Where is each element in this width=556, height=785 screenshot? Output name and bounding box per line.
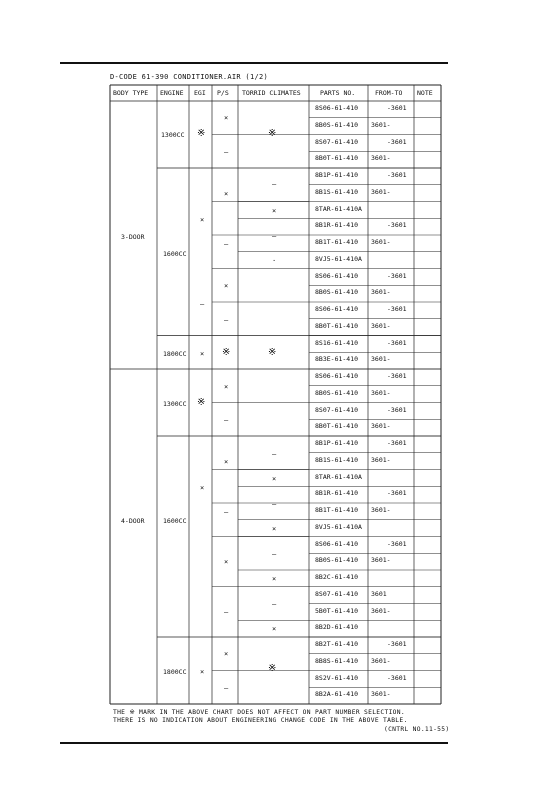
footer-control-number: (CNTRL NO.11-55) [384, 726, 450, 733]
part-number: 8B1S-61-410 [315, 187, 359, 196]
part-number: 8B2D-61-410 [315, 623, 359, 632]
from-to-code: 3601- [371, 187, 391, 196]
from-to-code: -3601 [387, 171, 407, 179]
part-number: 8S2V-61-410 [315, 673, 359, 682]
part-number: 8B0S-61-410 [315, 120, 359, 129]
part-number: 8B3E-61-410 [315, 355, 359, 364]
header-from-to: FROM-TO [375, 89, 403, 97]
from-to-code: -3601 [387, 539, 407, 548]
part-number: 8B2T-61-410 [315, 640, 359, 648]
from-to-code: -3601 [387, 405, 407, 414]
part-number: 8VJ5-61-410A [315, 254, 362, 263]
from-to-code: -3601 [387, 439, 407, 447]
part-number: 8S06-61-410 [315, 271, 359, 280]
part-number: 8TAR-61-410A [315, 204, 362, 213]
engine-3d-1800: 1800CC [163, 350, 187, 358]
ps-dash-mark-3: – [224, 316, 229, 324]
part-number: 8B1T-61-410 [315, 506, 359, 514]
from-to-code: -3601 [387, 489, 407, 498]
header-ps: P/S [217, 89, 229, 97]
torrid-x-mark-1: × [272, 207, 277, 215]
part-number: 8VJ5-61-410A [315, 522, 362, 531]
part-number: 8B1S-61-410 [315, 455, 359, 464]
egi-x-mark-2: × [200, 350, 205, 358]
code-title: D-CODE 61-390 CONDITIONER.AIR (1/2) [110, 73, 269, 81]
part-number: 8B1R-61-410 [315, 489, 359, 498]
torrid-ref-mark-3: ※ [268, 663, 277, 674]
part-number: 8B0S-61-410 [315, 288, 359, 297]
from-to-code: -3601 [387, 137, 407, 146]
from-to-code: -3601 [387, 271, 407, 280]
egi-x-mark-1: × [200, 216, 205, 224]
part-number: 8TAR-61-410A [315, 472, 362, 481]
ps-dash-mark-4: – [224, 416, 229, 424]
part-number: 8S06-61-410 [315, 372, 359, 380]
footer-note-1: THE ※ MARK IN THE ABOVE CHART DOES NOT AFFECT ON PART NUMBER SELECTION. [113, 709, 405, 716]
body-type-3door: 3-DOOR [121, 233, 145, 241]
torrid-ref-mark-2: ※ [268, 347, 277, 358]
ps-x-mark-5: × [224, 458, 229, 466]
from-to-code: 3601- [371, 455, 391, 464]
torrid-dash-mark-2: – [272, 232, 277, 240]
ps-dash-mark-2: – [224, 240, 229, 248]
from-to-code: 3601- [371, 690, 391, 699]
part-number: 8B1T-61-410 [315, 238, 359, 246]
from-to-code: -3601 [387, 221, 407, 230]
torrid-dash-mark-5: – [272, 550, 277, 558]
from-to-code: -3601 [387, 305, 407, 313]
header-note: NOTE [417, 89, 433, 97]
part-number: 8B1P-61-410 [315, 439, 359, 447]
torrid-dash-mark-1: – [272, 180, 277, 188]
part-number: 8S07-61-410 [315, 405, 359, 414]
part-number: 5B0T-61-410 [315, 606, 359, 615]
egi-ref-mark-1: ※ [197, 128, 206, 139]
egi-ref-mark-2: ※ [197, 397, 206, 408]
from-to-code: 3601- [371, 556, 391, 565]
part-number: 8B0T-61-410 [315, 422, 359, 431]
from-to-code: 3601- [371, 288, 391, 297]
from-to-code: 3601- [371, 656, 391, 665]
header-parts: PARTS NO. [320, 89, 356, 97]
ps-x-mark-3: × [224, 282, 229, 290]
from-to-code: 3601- [371, 422, 391, 431]
torrid-x-mark-2: × [272, 475, 277, 483]
ps-dash-mark-1: – [224, 148, 229, 156]
body-type-4door: 4-DOOR [121, 517, 145, 525]
part-number: 8B2A-61-410 [315, 690, 359, 699]
part-number: 8B8S-61-410 [315, 656, 359, 665]
from-to-code: -3601 [387, 104, 407, 112]
from-to-code: 3601- [371, 321, 391, 330]
ps-dash-mark-7: – [224, 684, 229, 692]
engine-4d-1300: 1300CC [163, 400, 187, 408]
from-to-code: 3601- [371, 388, 391, 397]
from-to-code: 3601 [371, 589, 387, 598]
torrid-dash-mark-3: – [272, 450, 277, 458]
footer-note-2: THERE IS NO INDICATION ABOUT ENGINEERING CHANGE CODE IN THE ABOVE TABLE. [113, 717, 408, 724]
ps-x-mark-6: × [224, 558, 229, 566]
header-body-type: BODY TYPE [113, 89, 149, 97]
header-engine: ENGINE [160, 89, 184, 97]
torrid-dot-mark-1: · [272, 257, 277, 265]
header-egi: EGI [194, 89, 206, 97]
part-number: 8B0T-61-410 [315, 154, 359, 163]
from-to-code: 3601- [371, 506, 391, 514]
from-to-code: 3601- [371, 238, 391, 246]
part-number: 8S07-61-410 [315, 589, 359, 598]
part-number: 8S06-61-410 [315, 305, 359, 313]
torrid-x-mark-5: × [272, 625, 277, 633]
part-number: 8B0S-61-410 [315, 388, 359, 397]
part-number: 8S07-61-410 [315, 137, 359, 146]
part-number: 8B1P-61-410 [315, 171, 359, 179]
from-to-code: -3601 [387, 338, 407, 347]
part-number: 8S06-61-410 [315, 104, 359, 112]
from-to-code: -3601 [387, 372, 407, 380]
engine-3d-1600: 1600CC [163, 250, 187, 258]
torrid-x-mark-4: × [272, 575, 277, 583]
torrid-dash-mark-4: – [272, 500, 277, 508]
engine-4d-1800: 1800CC [163, 668, 187, 676]
header-torrid: TORRID CLIMATES [242, 89, 301, 97]
part-number: 8B0T-61-410 [315, 321, 359, 330]
ps-x-mark-1: × [224, 114, 229, 122]
ps-x-mark-2: × [224, 190, 229, 198]
engine-4d-1600: 1600CC [163, 517, 187, 525]
from-to-code: -3601 [387, 673, 407, 682]
engine-3d-1300: 1300CC [161, 131, 185, 139]
ps-dash-mark-5: – [224, 508, 229, 516]
from-to-code: 3601- [371, 606, 391, 615]
torrid-x-mark-3: × [272, 525, 277, 533]
part-number: 8B1R-61-410 [315, 221, 359, 230]
part-number: 8S06-61-410 [315, 539, 359, 548]
from-to-code: 3601- [371, 120, 391, 129]
ps-ref-mark-1: ※ [222, 347, 231, 358]
from-to-code: -3601 [387, 640, 407, 648]
part-number: 8B2C-61-410 [315, 573, 359, 581]
ps-x-mark-7: × [224, 650, 229, 658]
torrid-ref-mark-1: ※ [268, 128, 277, 139]
part-number: 8B0S-61-410 [315, 556, 359, 565]
from-to-code: 3601- [371, 154, 391, 163]
from-to-code: 3601- [371, 355, 391, 364]
part-number: 8S16-61-410 [315, 338, 359, 347]
ps-dash-mark-6: – [224, 608, 229, 616]
egi-x-mark-4: × [200, 668, 205, 676]
ps-x-mark-4: × [224, 383, 229, 391]
egi-x-mark-3: × [200, 484, 205, 492]
egi-dash-mark-1: – [200, 300, 205, 308]
torrid-dash-mark-6: – [272, 600, 277, 608]
